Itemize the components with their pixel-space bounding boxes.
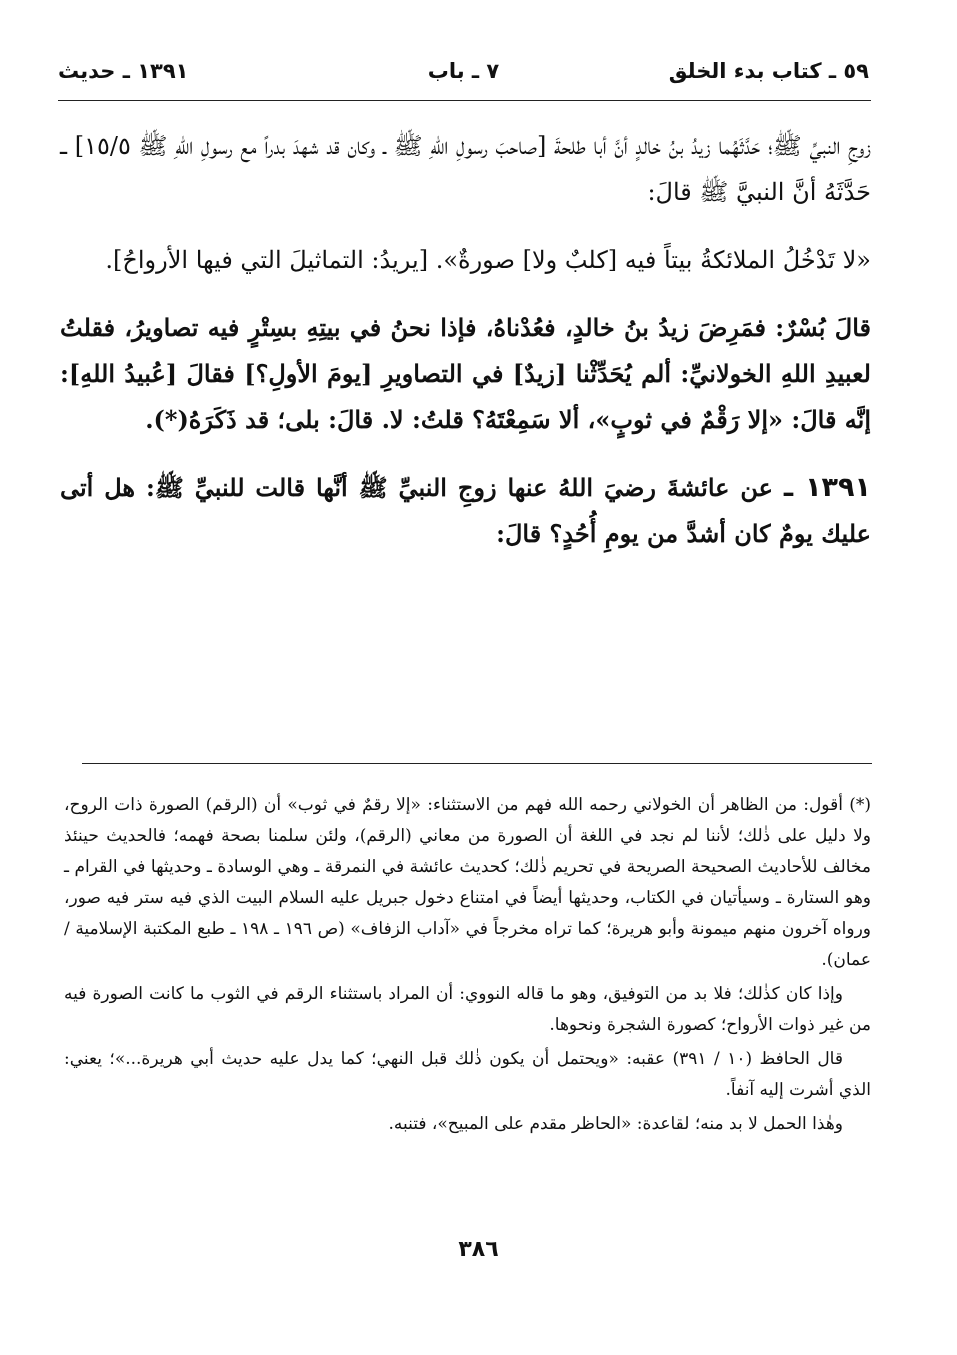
running-header (58, 55, 869, 95)
footnotes (64, 790, 871, 1143)
header-divider (58, 100, 871, 101)
hadith-paragraph (60, 465, 871, 557)
main-paragraph: «لا تَدْخُلُ الملائكةُ بيتاً فيه [كلبٌ ولا] صورةٌ». [يريدُ: التماثيلَ التي فيها الأرواحُ]. (105, 246, 871, 274)
header-book-title: ٥٩ ـ كتاب بدء الخلق (668, 59, 869, 83)
footnote-paragraph: (*) أقول: من الظاهر أن الخولاني رحمه الله فهم من الاستثناء: «إلا رقمٌ في ثوب» أن (الرقم) الصورة ذات الروح، ولا دليل على ذٰلك؛ لأننا لم نجد في اللغة أن الصورة من معاني (الرقم)، ولئن سلمنا بصحة فهمه؛ فالحديث حينئذ مخالف للأحاديث الصحيحة الصريحة في تحريم ذٰلك؛ كحديث عائشة في النمرقة ـ وهي الوسادة ـ وحديثها في القرام ـ وهو الستارة ـ وسيأتيان في الكتاب، وحديثها أيضاً في امتناع دخول جبريل عليه السلام البيت الذي فيه ستر فيه صور، ورواه آخرون منهم ميمونة وأبو هريرة؛ كما تراه مخرجاً في «آداب الزفاف» (ص ١٩٦ ـ ١٩٨ ـ طبع المكتبة الإسلامية / عمان). (64, 795, 872, 970)
main-paragraph: زوجِ النبيِّ ﷺ؛ حَدَّثَهُما زيدُ بنُ خالدٍ أنَّ أبا طلحةَ [صاحبَ رسولِ اللهِ ﷺ ـ وكان قد شهدَ بدراً مع رسولِ اللهِ ﷺ ١٥/٥] ـ حَدَّثَهُ أنَّ النبيَّ ﷺ قالَ: (60, 132, 872, 206)
footnote-divider (82, 763, 872, 764)
footnote-paragraph: وهٰذا الحمل لا بد منه؛ لقاعدة: «الحاظر مقدم على المبيح»، فتنبه. (388, 1114, 843, 1134)
hadith-text: عن عائشةَ رضيَ اللهُ عنها زوجِ النبيِّ ﷺ أنَّها قالت للنبيِّ ﷺ: هل أتى عليك يومٌ كان أشدَّ من يومِ أُحُدٍ؟ قالَ: (60, 473, 871, 548)
main-text (60, 123, 871, 581)
main-paragraph: قالَ بُسْرٌ: فمَرِضَ زيدُ بنُ خالدٍ، فعُدْناهُ، فإذا نحنُ في بيتِهِ بسِتْرٍ فيه تصاويرُ، فقلتُ لعبيدِ اللهِ الخولانيِّ: ألم يُحَدِّثْنا [زيدٌ] في التصاويرِ [يومَ الأولِ؟] فقالَ [عُبيدُ اللهِ]: إنَّه قالَ: «إلا رَقْمٌ في ثوبٍ»، ألا سَمِعْتَهُ؟ قلتُ: لا. قالَ: بلى؛ قد ذَكَرَهُ(*). (60, 313, 871, 434)
page-number: ٣٨٦ (458, 1237, 499, 1262)
header-chapter: ٧ ـ باب (427, 59, 500, 83)
hadith-number: ١٣٩١ ـ (783, 472, 871, 503)
footnote-paragraph: قال الحافظ (١٠ / ٣٩١) عقبه: «ويحتمل أن يكون ذٰلك قبل النهي؛ كما يدل عليه حديث أبي هريرة...»؛ يعني: الذي أشرت إليه آنفاً. (64, 1049, 871, 1100)
header-hadith-number: ١٣٩١ ـ حديث (58, 59, 189, 83)
footnote-paragraph: وإذا كان كذٰلك؛ فلا بد من التوفيق، وهو ما قاله النووي: أن المراد باستثناء الرقم في الثوب ما كانت الصورة فيه من غير ذوات الأرواح؛ كصورة الشجرة ونحوها. (64, 984, 871, 1035)
